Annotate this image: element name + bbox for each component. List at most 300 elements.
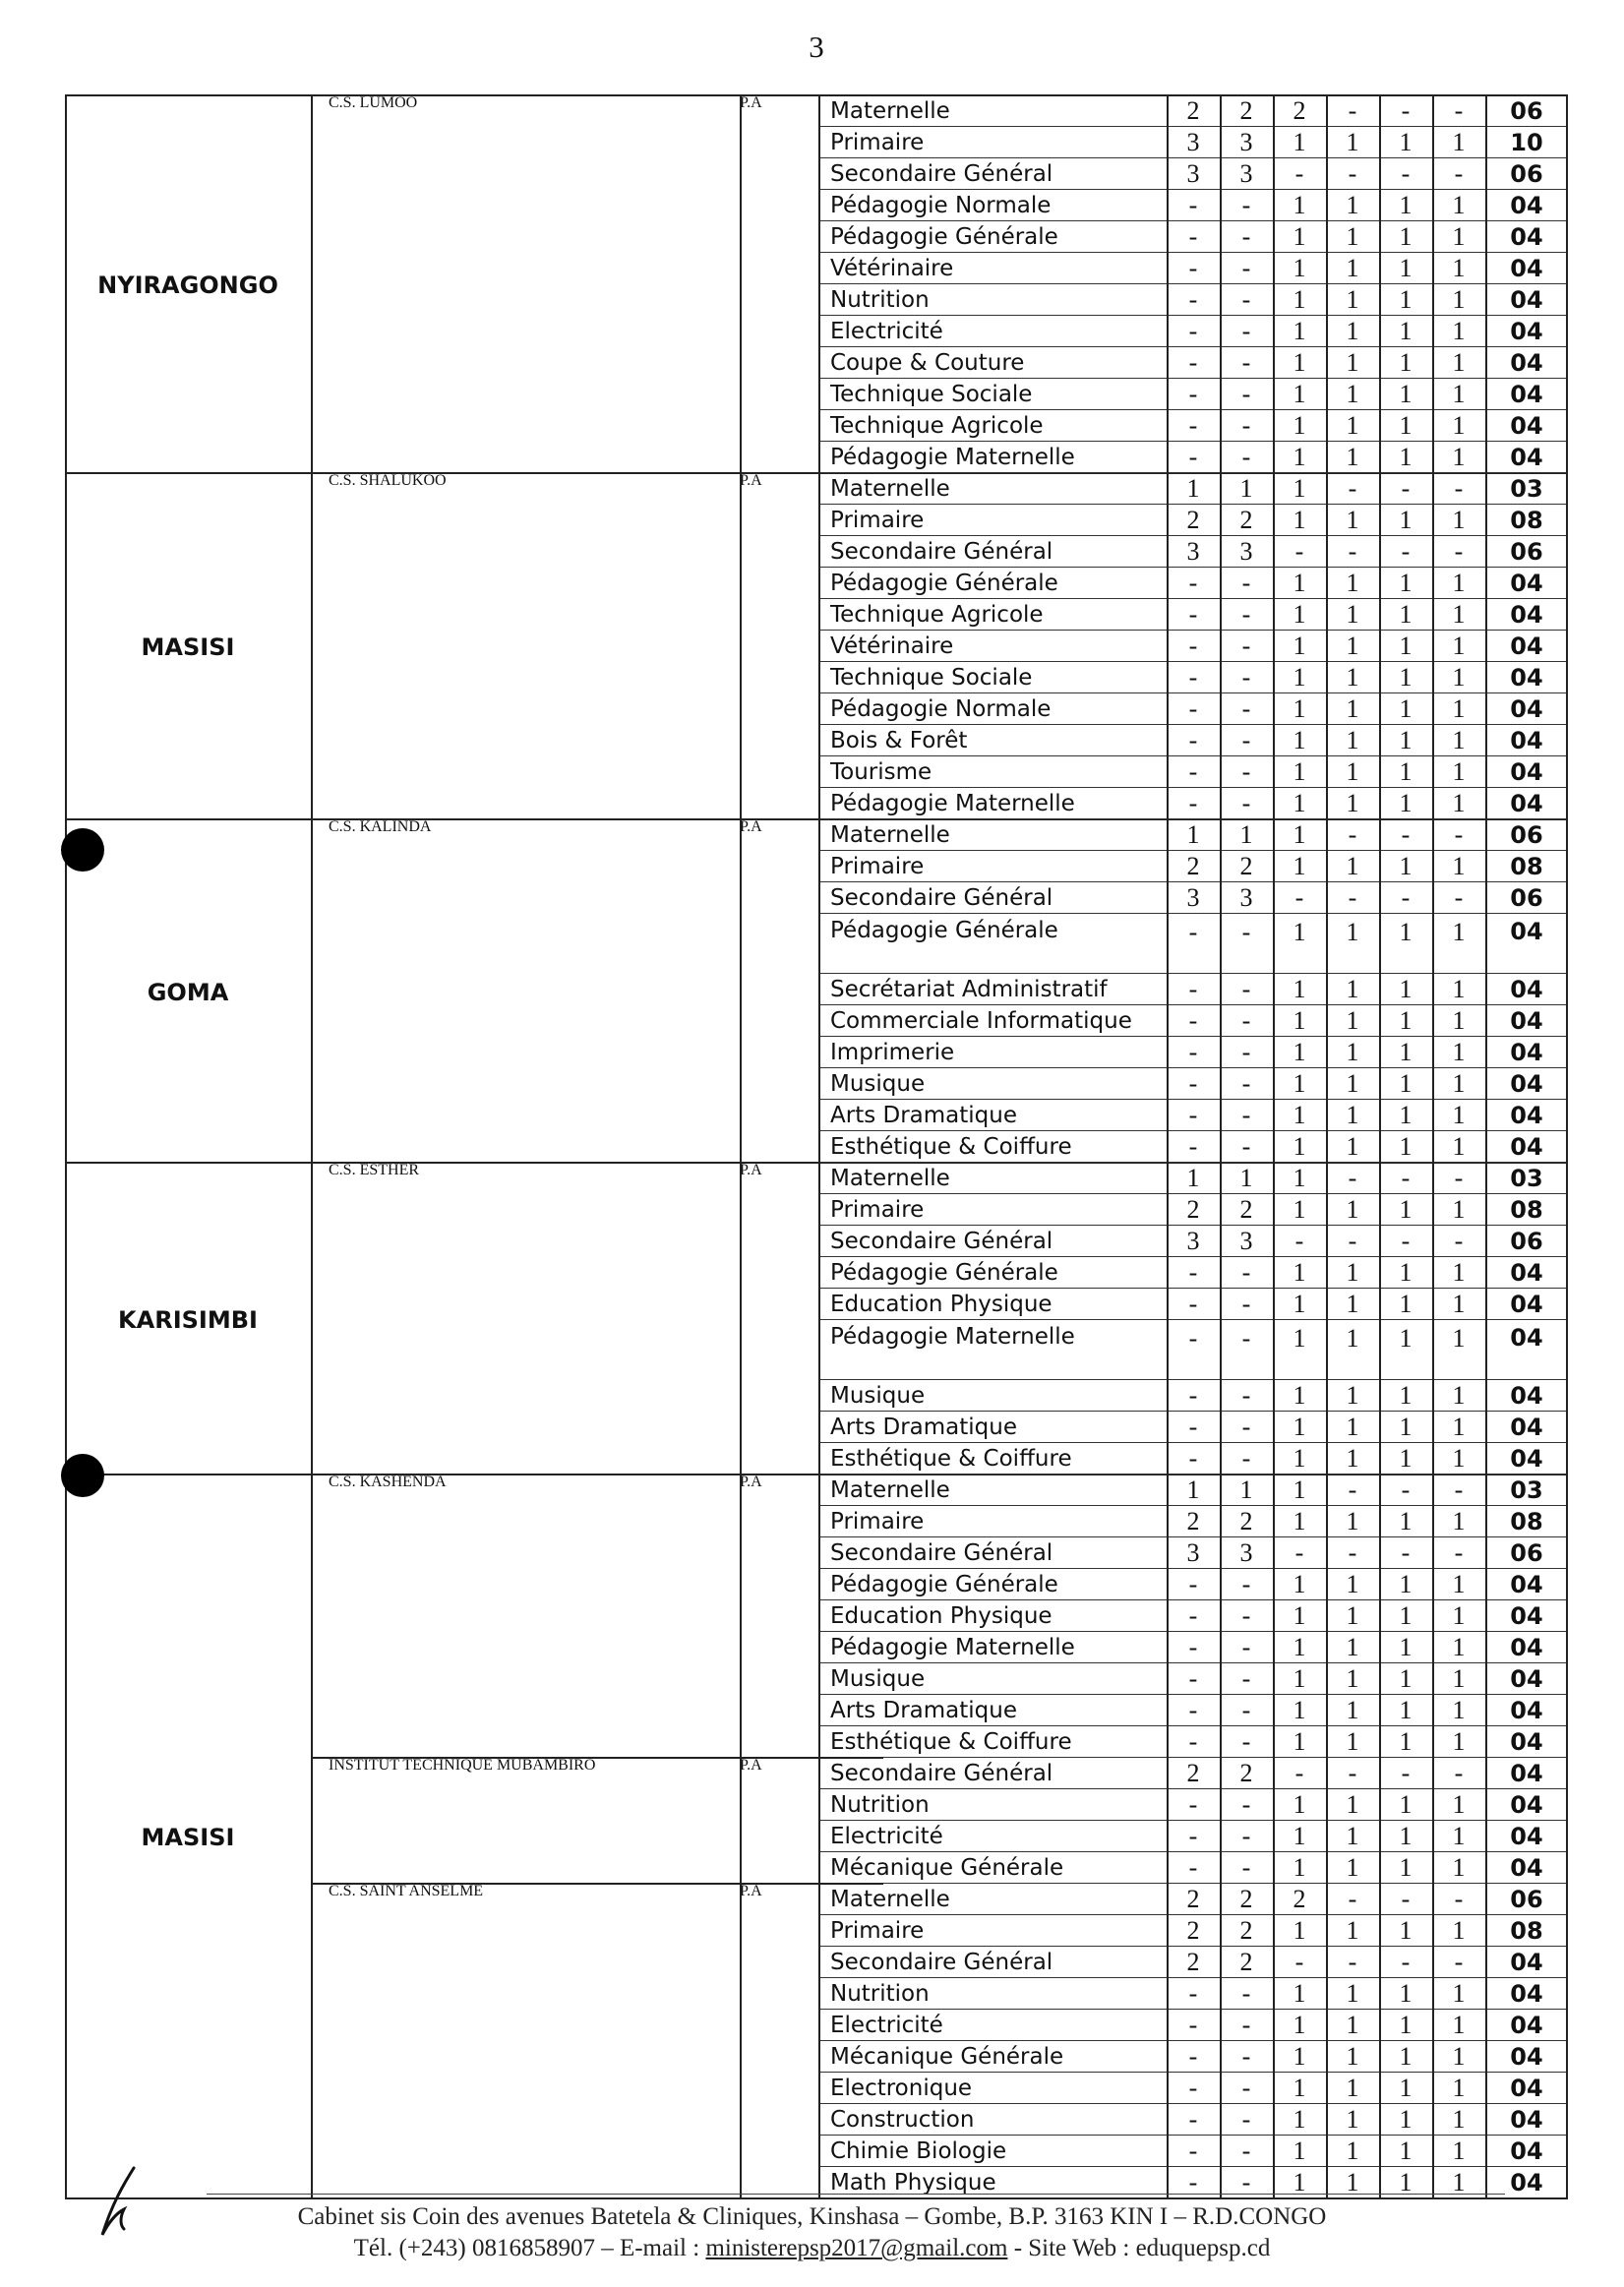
school-name: C.S. LUMOO: [329, 94, 418, 111]
class-count: 1: [1399, 788, 1413, 817]
option-total: 04: [1510, 2137, 1543, 2165]
class-count: 1: [1346, 127, 1359, 156]
class-count: 1: [1346, 2041, 1359, 2071]
class-count: -: [1241, 568, 1251, 597]
class-count: 1: [1346, 410, 1359, 440]
option-row: [818, 2040, 1568, 2072]
school-regime: P.A: [740, 1162, 762, 1178]
class-count: 1: [1239, 1163, 1253, 1192]
footer-rule: [207, 2194, 1505, 2195]
class-count: 2: [1239, 1947, 1253, 1976]
class-count: -: [1188, 2010, 1198, 2039]
class-count: 1: [1293, 693, 1306, 723]
class-count: 1: [1293, 2167, 1306, 2197]
option-total: 04: [1510, 1101, 1543, 1129]
school-name: INSTITUT TECHNIQUE MUBAMBIRO: [329, 1757, 596, 1774]
class-count: -: [1401, 1163, 1411, 1192]
option-name: Primaire: [830, 1508, 925, 1535]
option-total: 04: [1510, 1727, 1543, 1756]
school-regime: P.A: [740, 1883, 762, 1899]
class-count: -: [1241, 631, 1251, 660]
class-count: -: [1241, 1600, 1251, 1630]
class-count: -: [1401, 473, 1411, 503]
class-count: 1: [1293, 1663, 1306, 1693]
class-count: -: [1348, 1758, 1357, 1787]
class-count: 1: [1452, 190, 1466, 219]
option-name: Secondaire Général: [830, 1228, 1053, 1254]
class-count: -: [1294, 1758, 1304, 1787]
class-count: 1: [1399, 221, 1413, 251]
option-name: Electricité: [830, 1823, 943, 1849]
option-total: 04: [1510, 191, 1543, 219]
class-count: -: [1294, 1947, 1304, 1976]
option-name: Secondaire Général: [830, 538, 1053, 565]
class-count: 1: [1399, 1600, 1413, 1630]
class-count: -: [1188, 1100, 1198, 1129]
option-row: [818, 157, 1568, 189]
class-count: -: [1241, 442, 1251, 471]
class-count: -: [1241, 1632, 1251, 1661]
class-count: 1: [1346, 379, 1359, 408]
option-name: Commerciale Informatique: [830, 1007, 1132, 1034]
class-count: -: [1241, 221, 1251, 251]
option-row: [818, 1162, 1568, 1193]
class-count: 1: [1346, 1131, 1359, 1161]
class-count: 1: [1293, 1475, 1306, 1504]
option-row: [818, 315, 1568, 346]
class-count: 1: [1346, 725, 1359, 754]
class-count: 1: [1399, 1443, 1413, 1473]
class-count: -: [1188, 442, 1198, 471]
class-count: 3: [1239, 882, 1253, 912]
punch-hole: [61, 828, 104, 872]
option-name: Imprimerie: [830, 1039, 955, 1065]
option-row: [818, 378, 1568, 409]
class-count: 1: [1346, 1324, 1359, 1353]
class-count: 1: [1293, 2073, 1306, 2102]
option-name: Coupe & Couture: [830, 349, 1025, 376]
class-count: 1: [1346, 2136, 1359, 2165]
option-name: Mécanique Générale: [830, 1854, 1064, 1881]
class-count: 1: [1399, 1289, 1413, 1318]
class-count: 2: [1186, 1884, 1200, 1913]
class-count: 1: [1239, 1475, 1253, 1504]
class-count: -: [1188, 1037, 1198, 1066]
class-count: 1: [1452, 1005, 1466, 1035]
class-count: 1: [1346, 918, 1359, 946]
class-count: -: [1401, 536, 1411, 566]
class-count: 1: [1346, 284, 1359, 314]
class-count: -: [1188, 1789, 1198, 1819]
class-count: 1: [1293, 788, 1306, 817]
class-count: 1: [1186, 473, 1200, 503]
option-row: [818, 1474, 1568, 1505]
class-count: 1: [1346, 2073, 1359, 2102]
class-count: 1: [1452, 918, 1466, 946]
option-total: 04: [1510, 918, 1543, 945]
option-row: [818, 1694, 1568, 1725]
class-count: 1: [1452, 2136, 1466, 2165]
class-count: 1: [1293, 1852, 1306, 1882]
option-name: Vétérinaire: [830, 255, 954, 281]
option-total: 04: [1510, 726, 1543, 754]
class-count: 1: [1293, 918, 1306, 946]
footer-phone: Tél. (+243) 0816858907 – E-mail :: [353, 2235, 706, 2261]
option-name: Technique Sociale: [830, 381, 1033, 407]
option-name: Pédagogie Maternelle: [830, 444, 1075, 470]
class-count: -: [1188, 190, 1198, 219]
class-count: 1: [1239, 473, 1253, 503]
option-row: [818, 1788, 1568, 1820]
option-total: 04: [1510, 254, 1543, 282]
class-count: 1: [1399, 1632, 1413, 1661]
class-count: -: [1188, 1257, 1198, 1287]
class-count: 1: [1293, 819, 1306, 849]
class-count: 3: [1186, 1537, 1200, 1567]
class-count: -: [1188, 2104, 1198, 2134]
option-row: [818, 94, 1568, 126]
option-row: [818, 1067, 1568, 1099]
class-count: -: [1188, 1632, 1198, 1661]
option-row: [818, 409, 1568, 441]
class-count: 1: [1293, 1324, 1306, 1353]
option-name: Musique: [830, 1665, 926, 1692]
class-count: -: [1188, 1821, 1198, 1850]
class-count: 1: [1293, 1163, 1306, 1192]
class-count: 1: [1346, 662, 1359, 692]
class-count: -: [1188, 1005, 1198, 1035]
class-count: 1: [1452, 316, 1466, 345]
option-row: [818, 567, 1568, 598]
class-count: 1: [1399, 284, 1413, 314]
class-count: 1: [1452, 1289, 1466, 1318]
class-count: 2: [1239, 1506, 1253, 1535]
option-name: Secondaire Général: [830, 884, 1053, 911]
option-row: [818, 787, 1568, 818]
class-count: 2: [1239, 1758, 1253, 1787]
class-count: 1: [1293, 1506, 1306, 1535]
class-count: 1: [1293, 1600, 1306, 1630]
option-row: [818, 2103, 1568, 2135]
option-row: [818, 1883, 1568, 1914]
option-row: [818, 1256, 1568, 1288]
option-total: 04: [1510, 569, 1543, 597]
class-count: 1: [1346, 2104, 1359, 2134]
option-name: Education Physique: [830, 1602, 1053, 1629]
class-count: -: [1188, 918, 1198, 946]
class-count: 1: [1293, 568, 1306, 597]
class-count: 1: [1399, 1068, 1413, 1098]
class-count: 2: [1239, 505, 1253, 534]
option-total: 08: [1510, 1195, 1543, 1224]
class-count: 1: [1399, 1257, 1413, 1287]
class-count: 1: [1399, 1380, 1413, 1410]
class-count: -: [1241, 1068, 1251, 1098]
option-total: 04: [1510, 1069, 1543, 1098]
option-row: [818, 441, 1568, 472]
option-name: Secondaire Général: [830, 1760, 1053, 1786]
class-count: -: [1241, 725, 1251, 754]
option-name: Secrétariat Administratif: [830, 976, 1108, 1002]
option-name: Maternelle: [830, 1165, 950, 1191]
class-count: 1: [1452, 1100, 1466, 1129]
class-count: -: [1241, 974, 1251, 1003]
option-total: 06: [1510, 537, 1543, 566]
option-total: 04: [1510, 694, 1543, 723]
class-count: 1: [1399, 1915, 1413, 1945]
class-count: -: [1348, 536, 1357, 566]
class-count: 1: [1452, 2010, 1466, 2039]
class-count: 1: [1399, 599, 1413, 629]
option-name: Musique: [830, 1382, 926, 1409]
class-count: -: [1188, 568, 1198, 597]
class-count: -: [1241, 1412, 1251, 1441]
option-row: [818, 535, 1568, 567]
footer-website: - Site Web : eduquepsp.cd: [1007, 2235, 1271, 2261]
class-count: 1: [1346, 1978, 1359, 2008]
option-total: 04: [1510, 1132, 1543, 1161]
class-count: 1: [1452, 2041, 1466, 2071]
option-total: 03: [1510, 1475, 1543, 1504]
option-name: Maternelle: [830, 1886, 950, 1912]
option-row: [818, 1536, 1568, 1568]
option-name: Primaire: [830, 1917, 925, 1944]
option-name: Secondaire Général: [830, 1949, 1053, 1975]
class-count: 2: [1293, 1884, 1306, 1913]
class-count: -: [1241, 2136, 1251, 2165]
class-count: 3: [1239, 536, 1253, 566]
class-count: 1: [1399, 2136, 1413, 2165]
class-count: 1: [1399, 1695, 1413, 1724]
class-count: -: [1454, 1884, 1464, 1913]
class-count: 1: [1399, 190, 1413, 219]
option-total: 04: [1510, 222, 1543, 251]
class-count: 3: [1239, 127, 1253, 156]
option-total: 04: [1510, 348, 1543, 377]
class-count: 1: [1293, 1443, 1306, 1473]
class-count: -: [1348, 819, 1357, 849]
class-count: 1: [1399, 1852, 1413, 1882]
option-name: Primaire: [830, 853, 925, 879]
option-name: Secondaire Général: [830, 160, 1053, 187]
class-count: -: [1188, 2073, 1198, 2102]
class-count: 1: [1346, 1068, 1359, 1098]
class-count: 1: [1346, 1915, 1359, 1945]
class-count: 1: [1399, 1131, 1413, 1161]
class-count: 1: [1346, 788, 1359, 817]
option-total: 04: [1510, 757, 1543, 786]
class-count: 1: [1293, 347, 1306, 377]
class-count: -: [1241, 788, 1251, 817]
class-count: 1: [1452, 284, 1466, 314]
option-row: [818, 2009, 1568, 2040]
class-count: 1: [1452, 693, 1466, 723]
option-total: 04: [1510, 380, 1543, 408]
option-total: 04: [1510, 2011, 1543, 2039]
class-count: 1: [1399, 2010, 1413, 2039]
option-total: 04: [1510, 1759, 1543, 1787]
territory-name: MASISI: [141, 1824, 235, 1851]
class-count: 1: [1399, 974, 1413, 1003]
option-total: 04: [1510, 1038, 1543, 1066]
page-number: 3: [809, 30, 824, 64]
option-total: 03: [1510, 1164, 1543, 1192]
class-count: 1: [1452, 505, 1466, 534]
class-count: -: [1188, 379, 1198, 408]
class-count: -: [1454, 1475, 1464, 1504]
class-count: 1: [1399, 1005, 1413, 1035]
option-row: [818, 1004, 1568, 1036]
class-count: 1: [1452, 1257, 1466, 1287]
class-count: 1: [1293, 1257, 1306, 1287]
class-count: 1: [1346, 1789, 1359, 1819]
school-regime: P.A: [740, 818, 762, 835]
class-count: 1: [1346, 1600, 1359, 1630]
option-total: 08: [1510, 1507, 1543, 1535]
class-count: 1: [1293, 1915, 1306, 1945]
class-count: -: [1294, 158, 1304, 188]
class-count: 1: [1452, 631, 1466, 660]
class-count: 1: [1452, 1380, 1466, 1410]
class-count: 1: [1399, 568, 1413, 597]
option-total: 06: [1510, 159, 1543, 188]
class-count: -: [1188, 2041, 1198, 2071]
class-count: 1: [1399, 1412, 1413, 1441]
class-count: 1: [1346, 1663, 1359, 1693]
class-count: -: [1241, 918, 1251, 946]
class-count: 1: [1293, 1569, 1306, 1598]
class-count: 1: [1293, 1100, 1306, 1129]
class-count: 1: [1346, 253, 1359, 282]
option-total: 06: [1510, 96, 1543, 125]
class-count: 1: [1293, 631, 1306, 660]
class-count: 1: [1293, 253, 1306, 282]
option-total: 06: [1510, 1538, 1543, 1567]
class-count: 1: [1399, 347, 1413, 377]
class-count: -: [1188, 1978, 1198, 2008]
option-name: Vétérinaire: [830, 632, 954, 659]
option-row: [818, 220, 1568, 252]
class-count: -: [1188, 1726, 1198, 1756]
option-name: Pédagogie Maternelle: [830, 1634, 1075, 1660]
class-count: 1: [1293, 2041, 1306, 2071]
class-count: 1: [1452, 1852, 1466, 1882]
class-count: 1: [1452, 974, 1466, 1003]
class-count: -: [1241, 316, 1251, 345]
class-count: 1: [1346, 505, 1359, 534]
class-count: -: [1241, 347, 1251, 377]
class-count: 1: [1452, 347, 1466, 377]
class-count: -: [1241, 1289, 1251, 1318]
class-count: -: [1401, 1758, 1411, 1787]
option-total: 04: [1510, 1979, 1543, 2008]
class-count: 1: [1346, 1852, 1359, 1882]
territory-name: NYIRAGONGO: [97, 271, 278, 299]
school-name: C.S. SAINT ANSELME: [329, 1883, 484, 1899]
class-count: -: [1348, 882, 1357, 912]
class-count: 1: [1452, 1194, 1466, 1224]
option-row: [818, 2135, 1568, 2166]
class-count: 1: [1346, 221, 1359, 251]
class-count: 1: [1452, 2167, 1466, 2197]
class-count: 1: [1293, 1068, 1306, 1098]
option-name: Arts Dramatique: [830, 1697, 1017, 1723]
class-count: 1: [1293, 1037, 1306, 1066]
class-count: 2: [1239, 851, 1253, 880]
option-row: [818, 1631, 1568, 1662]
class-count: 1: [1293, 505, 1306, 534]
option-name: Pédagogie Générale: [830, 918, 1058, 943]
option-name: Nutrition: [830, 286, 930, 313]
class-count: -: [1401, 1537, 1411, 1567]
class-count: 1: [1293, 190, 1306, 219]
class-count: -: [1188, 1131, 1198, 1161]
class-count: -: [1241, 410, 1251, 440]
class-count: -: [1241, 693, 1251, 723]
option-total: 04: [1510, 1006, 1543, 1035]
class-count: -: [1454, 158, 1464, 188]
option-name: Primaire: [830, 129, 925, 155]
class-count: 1: [1293, 221, 1306, 251]
option-total: 04: [1510, 1413, 1543, 1441]
class-count: -: [1241, 662, 1251, 692]
class-count: -: [1188, 662, 1198, 692]
school-name: C.S. ESTHER: [329, 1162, 420, 1178]
option-row: [818, 126, 1568, 157]
option-name: Nutrition: [830, 1980, 930, 2007]
class-count: 1: [1293, 1131, 1306, 1161]
class-count: 1: [1346, 974, 1359, 1003]
option-name: Pédagogie Générale: [830, 223, 1058, 250]
option-total: 04: [1510, 443, 1543, 471]
class-count: 3: [1186, 882, 1200, 912]
option-row: [818, 1914, 1568, 1946]
class-count: 3: [1186, 158, 1200, 188]
class-count: -: [1188, 347, 1198, 377]
class-count: -: [1188, 316, 1198, 345]
option-name: Math Physique: [830, 2169, 996, 2196]
class-count: 1: [1293, 1412, 1306, 1441]
option-row: [818, 1568, 1568, 1599]
class-count: 1: [1452, 379, 1466, 408]
option-name: Maternelle: [830, 821, 950, 848]
class-count: -: [1188, 253, 1198, 282]
option-name: Arts Dramatique: [830, 1102, 1017, 1128]
option-row: [818, 1099, 1568, 1130]
option-total: 08: [1510, 1916, 1543, 1945]
class-count: 1: [1346, 1289, 1359, 1318]
class-count: 1: [1452, 1915, 1466, 1945]
class-count: 1: [1293, 1789, 1306, 1819]
option-total: 04: [1510, 2042, 1543, 2071]
territory-name: GOMA: [147, 978, 229, 1006]
option-name: Arts Dramatique: [830, 1414, 1017, 1440]
class-count: 1: [1293, 599, 1306, 629]
class-count: -: [1241, 1695, 1251, 1724]
class-count: 1: [1293, 2010, 1306, 2039]
class-count: 1: [1293, 1978, 1306, 2008]
option-name: Pédagogie Maternelle: [830, 1324, 1075, 1350]
class-count: 1: [1346, 756, 1359, 786]
option-name: Pédagogie Générale: [830, 570, 1058, 596]
class-count: 1: [1452, 1506, 1466, 1535]
class-count: 1: [1399, 1506, 1413, 1535]
class-count: 1: [1452, 725, 1466, 754]
option-total: 04: [1510, 285, 1543, 314]
class-count: -: [1241, 1443, 1251, 1473]
class-count: -: [1241, 379, 1251, 408]
option-row: [818, 1036, 1568, 1067]
